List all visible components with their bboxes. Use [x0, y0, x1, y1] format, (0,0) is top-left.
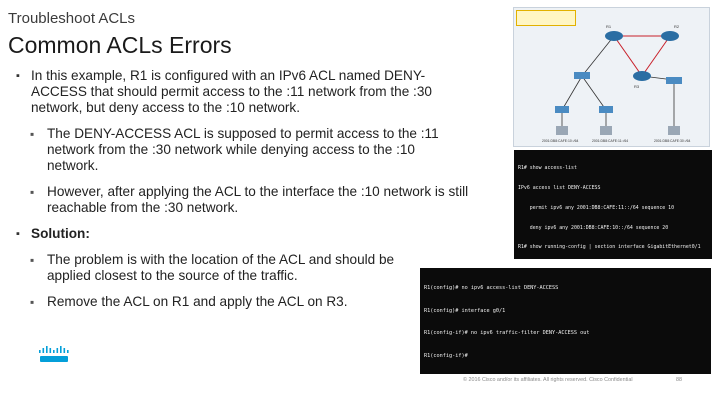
bullet-solution: [16, 226, 486, 242]
net11-label: 2001:DB8:CAFE:11::/64: [592, 139, 629, 143]
terminal-line: R1(config)# no ipv6 access-list DENY-ACCESS: [424, 285, 559, 291]
switch-s1-icon: [574, 72, 590, 79]
sub2-text: However, after applying the ACL to the interface the :10 network is still reachable from the :30 network.: [47, 184, 469, 215]
terminal-line: R1(config)# interface g0/1: [424, 307, 506, 314]
solution-label: Solution:: [31, 226, 90, 241]
section-kicker: Troubleshoot ACLs: [8, 10, 136, 27]
terminal-line: deny ipv6 any 2001:DB8:CAFE:10::/64 sequence 20: [518, 224, 669, 231]
switch-s3-icon: [666, 77, 682, 84]
sol1-text: The problem is with the location of the ACL and should be applied closest to the source of the traffic.: [47, 252, 395, 283]
topology-diagram: [513, 7, 710, 147]
net10-label: 2001:DB8:CAFE:10::/64: [542, 139, 579, 143]
bullet-marker: ▪: [16, 70, 20, 82]
terminal-line: R1# show access-list: [518, 165, 577, 172]
bullet-intro: [16, 68, 451, 116]
pc-30-icon: [668, 126, 680, 135]
bullet-marker: ▪: [16, 228, 20, 240]
subbullet-marker: ▪: [30, 295, 35, 309]
terminal-config-fix: [420, 268, 711, 374]
subbullet-2: [16, 184, 472, 216]
label-r3: R3: [634, 84, 640, 89]
router-r1-icon: [605, 24, 623, 41]
sub1-text: The DENY-ACCESS ACL is supposed to permit access to the :11 network from the :30 network while denying access to the :10 network.: [47, 126, 439, 173]
footer-copyright: © 2016 Cisco and/or its affiliates. All rights reserved. Cisco Confidential: [463, 377, 633, 383]
slide-title: Common ACLs Errors: [8, 32, 232, 58]
router-r2-icon: [661, 24, 680, 41]
terminal-line: IPv6 access list DENY-ACCESS: [518, 184, 601, 191]
terminal-line: permit ipv6 any 2001:DB8:CAFE:11::/64 sequence 10: [518, 204, 675, 211]
terminal-line: R1# show running-config | section interface GigabitEthernet0/1: [518, 244, 701, 251]
sol2-text: Remove the ACL on R1 and apply the ACL on R3.: [47, 294, 348, 309]
terminal-line: R1(config-if)# no ipv6 traffic-filter DENY-ACCESS out: [424, 330, 590, 336]
cisco-logo-icon: [38, 345, 70, 363]
subbullet-marker: ▪: [30, 127, 35, 141]
page-number: 88: [676, 377, 682, 383]
pc-10-icon: [556, 126, 568, 135]
switch-s2a-icon: [555, 106, 569, 113]
subbullet-sol2: [16, 294, 412, 310]
subbullet-sol1: [16, 252, 412, 284]
topology-svg: [514, 8, 709, 146]
pc-11-icon: [600, 126, 612, 135]
intro-text: In this example, R1 is configured with an IPv6 ACL named DENY-ACCESS that should permit access to the :11 network from the :30 network, but deny access to the :10 network.: [31, 68, 432, 115]
label-r1: R1: [606, 24, 612, 29]
subbullet-marker: ▪: [30, 253, 35, 267]
terminal-show-output: [514, 150, 712, 259]
subbullet-1: [16, 126, 442, 174]
terminal-line: R1(config-if)#: [424, 352, 468, 359]
slide-body: [16, 68, 486, 320]
router-r3-icon: [633, 71, 651, 89]
net30-label: 2001:DB8:CAFE:30::/64: [654, 139, 691, 143]
switch-s2b-icon: [599, 106, 613, 113]
subbullet-marker: ▪: [30, 185, 35, 199]
label-r2: R2: [674, 24, 680, 29]
